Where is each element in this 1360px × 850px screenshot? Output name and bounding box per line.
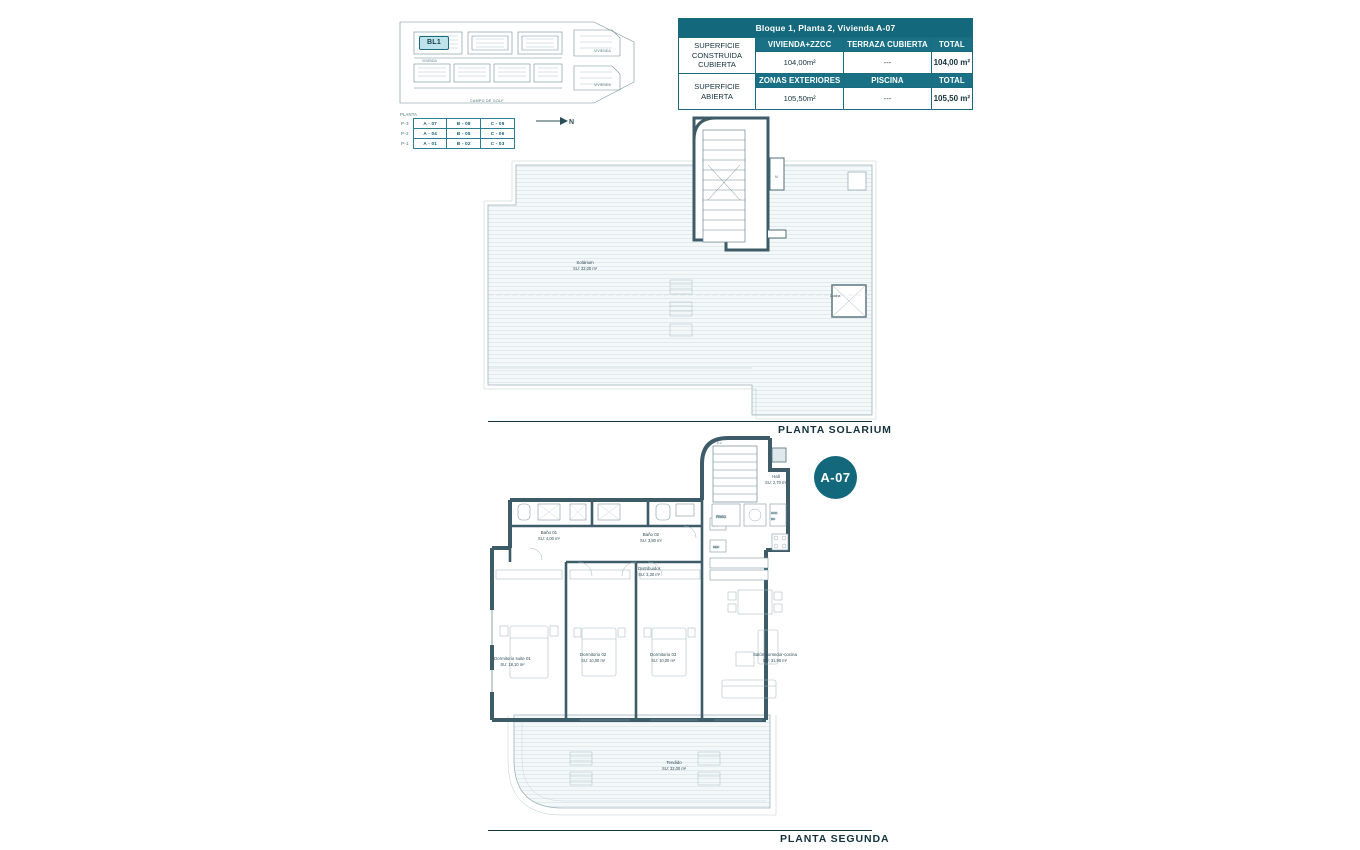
legend-unit-cell: C - 03 [481, 139, 515, 149]
legend-unit-cell: A - 04 [414, 129, 447, 139]
segunda-caption-rule [488, 830, 872, 831]
area-row-label-construida: SUPERFICIE CONSTRUIDA CUBIERTA [679, 38, 756, 74]
svg-text:P-2: P-2 [717, 441, 722, 445]
area-col-terraza: TERRAZA CUBIERTA [844, 38, 931, 52]
block-badge-bl1: BL1 [419, 36, 449, 50]
svg-text:REC: REC [713, 545, 720, 549]
svg-text:NO: NO [771, 517, 776, 521]
svg-text:VIVIENDA: VIVIENDA [594, 83, 611, 87]
area-col-vivienda: VIVIENDA+ZZCC [756, 38, 844, 52]
area-row-label-abierta: SUPERFICIE ABIERTA [679, 74, 756, 110]
legend-unit-cell: B - 02 [447, 139, 481, 149]
svg-text:N: N [569, 119, 575, 126]
room-label-dormitorio-02: Dormitorio 02 SU: 10,00 m² [580, 652, 607, 663]
floor-legend-title: PLANTA [400, 112, 418, 117]
room-label-distribuidor: Distribuidor SU: 3,30 m² [638, 566, 661, 577]
legend-unit-cell: B - 05 [447, 129, 481, 139]
solarium-caption-rule [488, 421, 872, 422]
solarium-caption: PLANTA SOLARIUM [778, 424, 892, 436]
area-value-total-2: 105,50 m² [931, 88, 972, 110]
legend-unit-cell: A - 07 [414, 119, 447, 129]
legend-unit-cell: B - 08 [447, 119, 481, 129]
room-label-bano-01: Baño 01 SU: 4,00 m² [538, 530, 560, 541]
area-value-vivienda: 104,00m² [756, 52, 844, 74]
area-col-total-2: TOTAL [931, 74, 972, 88]
solarium-floor-plan [470, 110, 890, 425]
svg-text:FRIGO: FRIGO [716, 515, 727, 519]
svg-text:VIVIENDA: VIVIENDA [422, 59, 437, 63]
unit-badge-a07: A-07 [814, 456, 857, 499]
segunda-caption: PLANTA SEGUNDA [780, 833, 890, 845]
room-label-dormitorio-suite-01: Dormitorio suite 01 SU: 18,10 m² [494, 656, 531, 667]
legend-floor-label: P-3 [401, 121, 409, 126]
svg-text:VIVIENDA: VIVIENDA [594, 49, 611, 53]
legend-floor-label: P-1 [401, 141, 409, 146]
svg-text:HOR: HOR [771, 511, 778, 515]
area-col-total-1: TOTAL [931, 38, 972, 52]
area-table-title: Bloque 1, Planta 2, Vivienda A-07 [679, 19, 973, 38]
room-label-tendido: Tendido SU: 32,00 m² [662, 760, 687, 771]
area-col-zonas: ZONAS EXTERIORES [756, 74, 844, 88]
area-value-piscina: --- [844, 88, 931, 110]
site-key-plan [398, 20, 646, 105]
area-summary-table [678, 18, 973, 110]
room-label-ducha: Ducha [830, 294, 841, 298]
legend-unit-cell: A - 01 [414, 139, 447, 149]
area-value-zonas: 105,50m² [756, 88, 844, 110]
room-label-hall: Hall SU: 2,70 m² [765, 474, 787, 485]
svg-text:M: M [775, 175, 778, 179]
area-col-piscina: PISCINA [844, 74, 931, 88]
keyplan-caption: CAMPO DE GOLF [470, 99, 504, 103]
room-label-solarium: Solárium SU: 32,00 m² [573, 260, 598, 271]
legend-unit-cell: C - 09 [481, 119, 515, 129]
room-label-dormitorio-03: Dormitorio 03 SU: 10,00 m² [650, 652, 677, 663]
room-label-salon-comedor-cocina: Salón-comedor-cocina SU: 31,90 m² [753, 652, 797, 663]
legend-unit-cell: C - 06 [481, 129, 515, 139]
area-value-terraza: --- [844, 52, 931, 74]
room-label-bano-02: Baño 02 SU: 3,80 m² [640, 532, 662, 543]
area-value-total-1: 104,00 m² [931, 52, 972, 74]
legend-floor-label: P-2 [401, 131, 409, 136]
